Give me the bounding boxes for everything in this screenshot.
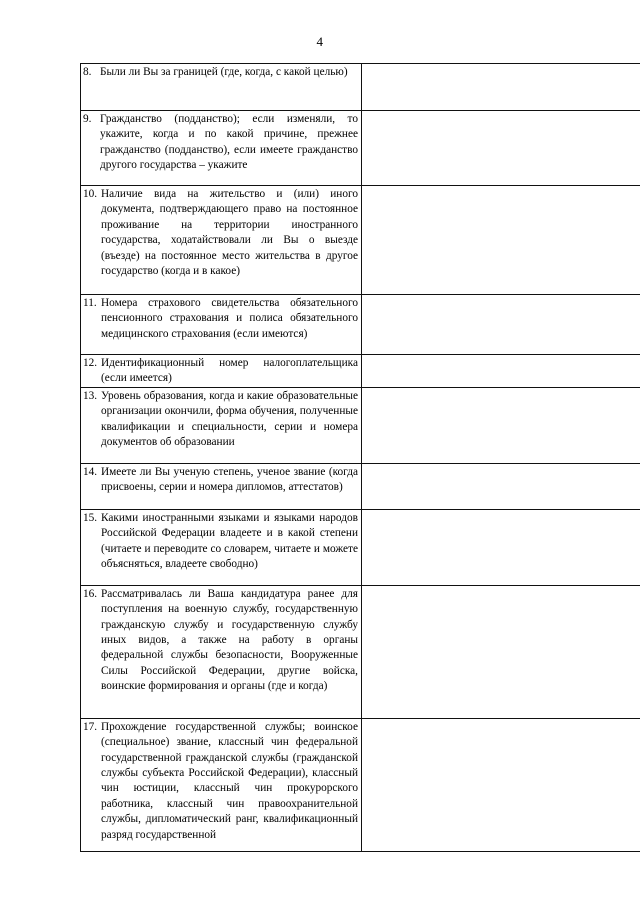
question-text: Были ли Вы за границей (где, когда, с какой целью): [100, 66, 348, 78]
question-text: Уровень образования, когда и какие образовательные организации окончили, форма обучения, полученные квалификации и специальности, серии и номера документов об образовании: [101, 389, 358, 449]
question-text: Имеете ли Вы ученую степень, ученое звание (когда присвоены, серии и номера дипломов, аттестатов): [101, 465, 358, 494]
table-row: [81, 718, 640, 851]
question-number: 12.: [83, 357, 98, 369]
question-cell: [81, 718, 362, 851]
answer-cell[interactable]: [362, 718, 640, 851]
question-cell: [81, 111, 362, 186]
question-cell: [81, 355, 362, 388]
answer-cell[interactable]: [362, 64, 640, 111]
answer-cell[interactable]: [362, 355, 640, 388]
table-row: [81, 64, 640, 111]
table-row: [81, 463, 640, 509]
question-text: Номера страхового свидетельства обязательного пенсионного страхования и полиса обязательного медицинского страхования (если имеются): [101, 297, 358, 340]
answer-cell[interactable]: [362, 585, 640, 718]
table-row: [81, 295, 640, 355]
answer-cell[interactable]: [362, 463, 640, 509]
question-cell: [81, 295, 362, 355]
table-row: [81, 509, 640, 585]
questionnaire-table: [80, 63, 640, 852]
table-row: [81, 186, 640, 295]
answer-cell[interactable]: [362, 295, 640, 355]
question-number: 17.: [83, 720, 98, 733]
question-text: Наличие вида на жительство и (или) иного документа, подтверждающего право на постоянное проживание на территории иностранного государства, ходатайствовали ли Вы о выезде (въезде) на постоянное место жительства в другое государство (когда и в какое): [101, 188, 358, 278]
question-text: Идентификационный номер налогоплательщика (если имеется): [101, 357, 358, 385]
table-row: [81, 355, 640, 388]
question-number: 9.: [83, 113, 92, 125]
question-number: 10.: [83, 188, 98, 200]
question-cell: [81, 463, 362, 509]
table-row: [81, 387, 640, 463]
question-cell: [81, 186, 362, 295]
question-cell: [81, 509, 362, 585]
question-text: Рассматривалась ли Ваша кандидатура ранее для поступления на военную службу, государственную гражданскую службу и государственную службу иных видов, а также на работу в органы федеральной службы безопасности, Вооруженные Силы Российской Федерации, другие войска, воинские формирования и органы (где и когда): [101, 587, 358, 693]
answer-cell[interactable]: [362, 509, 640, 585]
question-number: 8.: [83, 66, 92, 78]
answer-cell[interactable]: [362, 186, 640, 295]
question-number: 15.: [83, 511, 98, 524]
question-cell: [81, 387, 362, 463]
question-text: Прохождение государственной службы; воинское (специальное) звание, классный чин федеральной государственной гражданской службы (гражданской службы субъекта Российской Федерации), классный чин юстиции, классный чин прокурорского работника, классный чин правоохранительной службы, дипломатический ранг, квалификационный разряд государственной: [101, 720, 358, 841]
question-number: 16.: [83, 587, 98, 600]
table-row: [81, 111, 640, 186]
question-text: Гражданство (подданство); если изменяли, то укажите, когда и по какой причине, прежнее гражданство (подданство), если имеете гражданство другого государства – укажите: [100, 113, 358, 172]
question-cell: [81, 585, 362, 718]
question-cell: [81, 64, 362, 111]
question-text: Какими иностранными языками и языками народов Российской Федерации владеете и в какой степени (читаете и переводите со словарем, читаете и можете объясняться, владеете свободно): [101, 511, 358, 571]
table-row: [81, 585, 640, 718]
answer-cell[interactable]: [362, 111, 640, 186]
question-number: 11.: [83, 297, 97, 309]
question-number: 14.: [83, 465, 98, 478]
question-number: 13.: [83, 389, 98, 402]
answer-cell[interactable]: [362, 387, 640, 463]
page-number: 4: [316, 34, 324, 49]
